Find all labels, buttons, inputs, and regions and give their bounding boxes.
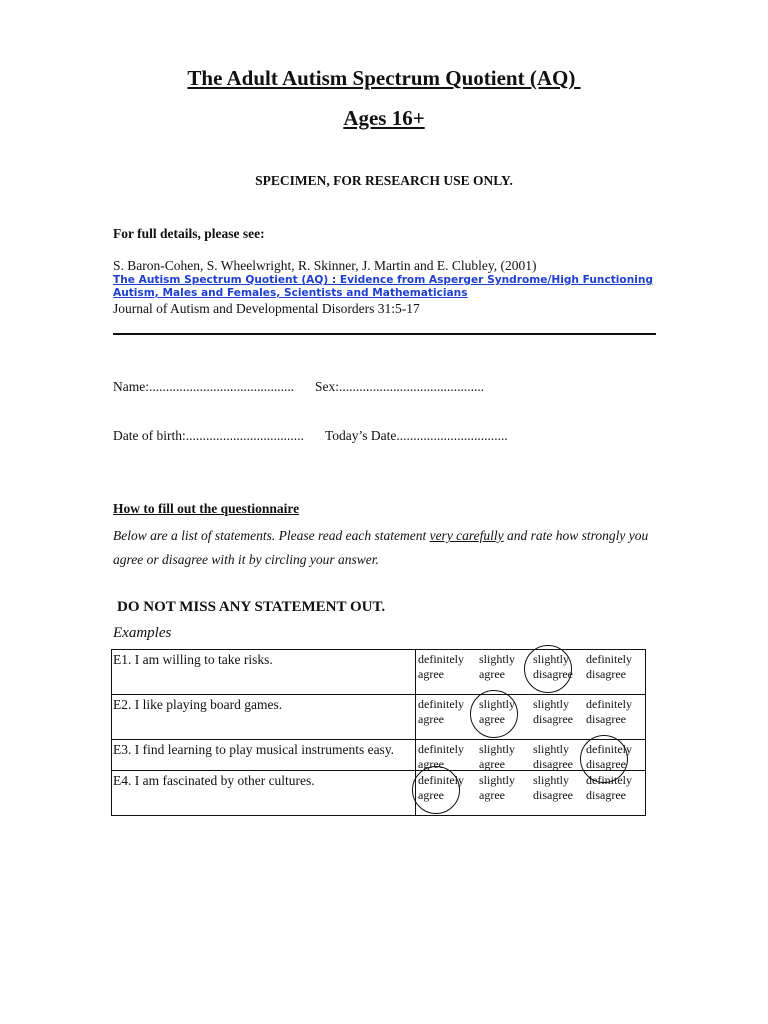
answer-option-line: agree [418, 666, 444, 681]
answer-option[interactable] [479, 652, 515, 681]
todays-date-field[interactable]: Today’s Date................................. [325, 428, 508, 443]
selected-answer-circle [524, 645, 572, 693]
example-row [112, 695, 646, 740]
instructions-text-part: and rate how strongly you agree or disagree with it by circling your answer. [113, 528, 649, 567]
answer-option-line: disagree [586, 756, 626, 771]
example-row [112, 650, 646, 695]
answer-option[interactable] [533, 773, 573, 802]
answer-option-line: slightly [533, 773, 570, 787]
answer-option-line: definitely [418, 652, 464, 666]
answer-option[interactable] [533, 697, 573, 726]
answer-option-line: agree [479, 711, 505, 726]
answer-option-line: disagree [586, 666, 626, 681]
answer-option-line: disagree [533, 756, 573, 771]
selected-answer-circle [470, 690, 518, 738]
example-statement: E2. I like playing board games. [112, 695, 416, 740]
answer-option-line: disagree [586, 787, 626, 802]
answer-option[interactable] [586, 652, 632, 681]
selected-answer-circle [412, 766, 460, 814]
example-statement: E3. I find learning to play musical instruments easy. [112, 740, 416, 771]
answer-option-line: slightly [479, 742, 516, 756]
document-title: The Adult Autism Spectrum Quotient (AQ) [187, 66, 581, 90]
answer-option-line: agree [418, 756, 444, 771]
answer-option-line: definitely [586, 697, 632, 711]
examples-label: Examples [113, 625, 172, 641]
example-row [112, 771, 646, 816]
sex-field[interactable]: Sex:........................................... [315, 379, 485, 394]
answer-option-line: agree [418, 787, 444, 802]
answer-option-line: disagree [533, 787, 573, 802]
reference-link[interactable]: The Autism Spectrum Quotient (AQ) : Evidence from Asperger Syndrome/High Functioning Autism, Males and Females, Scientists and Mathematicians [113, 274, 654, 299]
reference-journal: Journal of Autism and Developmental Disorders 31:5-17 [113, 301, 420, 316]
instructions-heading: How to fill out the questionnaire [113, 501, 300, 516]
specimen-notice: SPECIMEN, FOR RESEARCH USE ONLY. [255, 173, 513, 188]
answer-option-line: agree [479, 787, 505, 802]
age-subtitle: Ages 16+ [343, 106, 425, 130]
answer-option-line: agree [418, 711, 444, 726]
answer-option-line: definitely [418, 742, 464, 756]
answer-option[interactable] [586, 773, 632, 802]
answer-option-line: agree [479, 756, 505, 771]
answer-option-line: definitely [586, 773, 632, 787]
answer-option-line: agree [479, 666, 505, 681]
answer-option[interactable] [479, 742, 515, 771]
answer-option[interactable] [418, 697, 464, 726]
answer-option-line: disagree [533, 711, 573, 726]
examples-table [111, 649, 646, 816]
answer-option[interactable] [533, 742, 573, 771]
example-statement: E1. I am willing to take risks. [112, 650, 416, 695]
instructions-text-part: Below are a list of statements. Please read each statement [113, 528, 430, 543]
date-of-birth-field[interactable]: Date of birth:................................... [113, 428, 304, 443]
answer-option-line: disagree [533, 666, 573, 681]
instructions-emphasis: very carefully [429, 528, 504, 543]
example-statement: E4. I am fascinated by other cultures. [112, 771, 416, 816]
answer-option-line: definitely [586, 742, 632, 756]
answer-option-line: definitely [418, 697, 464, 711]
answer-option-line: slightly [533, 697, 570, 711]
instructions-text [113, 524, 673, 572]
answer-option-line: disagree [586, 711, 626, 726]
divider-rule [113, 333, 656, 335]
example-choices [416, 650, 646, 695]
example-row [112, 740, 646, 771]
answer-option[interactable] [479, 773, 515, 802]
reference-intro: For full details, please see: [113, 226, 265, 241]
answer-option[interactable] [586, 697, 632, 726]
name-field[interactable]: Name:........................................... [113, 379, 295, 394]
reference-authors: S. Baron-Cohen, S. Wheelwright, R. Skinner, J. Martin and E. Clubley, (2001) [113, 258, 537, 273]
answer-option-line: slightly [479, 652, 516, 666]
example-choices [416, 771, 646, 816]
answer-option-line: definitely [586, 652, 632, 666]
answer-option-line: definitely [418, 773, 464, 787]
example-choices [416, 695, 646, 740]
answer-option-line: slightly [533, 652, 570, 666]
answer-option-line: slightly [479, 773, 516, 787]
answer-option[interactable] [418, 652, 464, 681]
answer-option-line: slightly [479, 697, 516, 711]
answer-option-line: slightly [533, 742, 570, 756]
example-choices [416, 740, 646, 771]
warning-text: DO NOT MISS ANY STATEMENT OUT. [117, 599, 386, 615]
